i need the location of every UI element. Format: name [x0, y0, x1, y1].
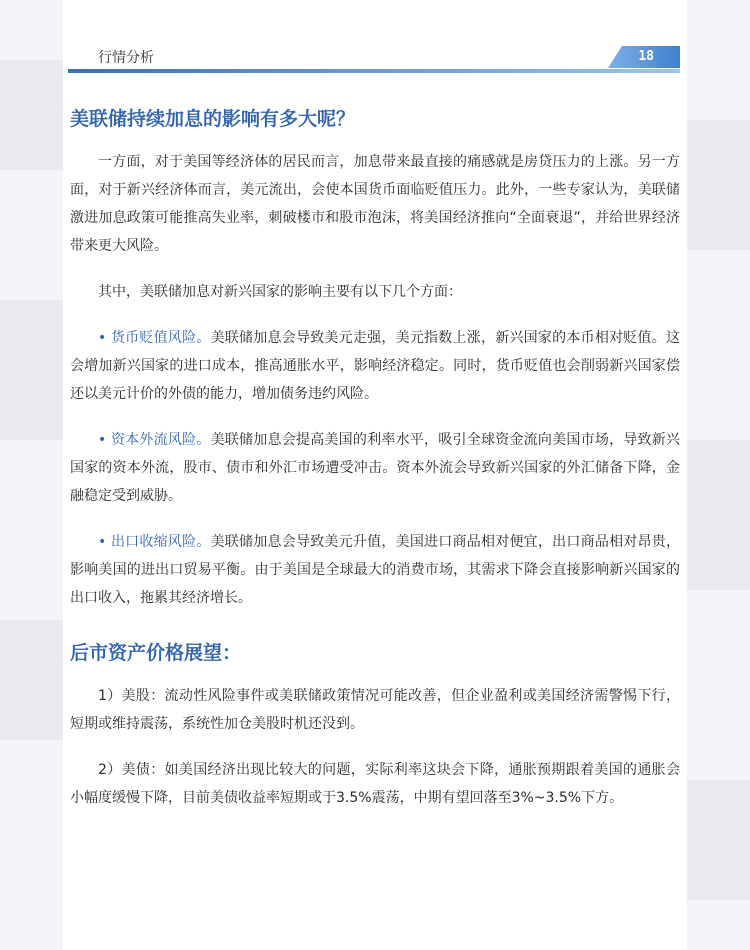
- bullet-item: [70, 426, 680, 510]
- background-tile: [0, 620, 63, 740]
- page-number: 18: [638, 49, 654, 64]
- background-tile: [0, 300, 63, 440]
- bullet-dot: •: [98, 330, 107, 346]
- bullet-dot: •: [98, 534, 107, 550]
- bullet-item: [70, 324, 680, 408]
- background-tile: [687, 780, 750, 900]
- bullet-dot: •: [98, 432, 107, 448]
- paragraph: 一方面，对于美国等经济体的居民而言，加息带来最直接的痛感就是房贷压力的上涨。另一方面，对于新兴经济体而言，美元流出，会使本国货币面临贬值压力。此外，一些专家认为，美联储激进加息政策可能推高失业率，刺破楼市和股市泡沫，将美国经济推向“全面衰退”，并给世界经济带来更大风险。: [70, 154, 680, 254]
- paragraph: 其中，美联储加息对新兴国家的影响主要有以下几个方面：: [98, 284, 462, 300]
- bullet-text: 美联储加息会导致美元升值，美国进口商品相对便宜，出口商品相对昂贵，影响美国的进出口贸易平衡。由于美国是全球最大的消费市场，其需求下降会直接影响新兴国家的出口收入，拖累其经济增长。: [70, 534, 681, 606]
- background-tile: [687, 440, 750, 590]
- bullet-text: 美联储加息会提高美国的利率水平，吸引全球资金流向美国市场，导致新兴国家的资本外流，股市、债市和外汇市场遭受冲击。资本外流会导致新兴国家的外汇储备下降，金融稳定受到威胁。: [70, 432, 681, 504]
- header-title: 行情分析: [98, 50, 154, 66]
- header-divider: [68, 69, 680, 73]
- bullet-item: [70, 528, 680, 612]
- background-tile: [0, 60, 63, 170]
- list-item: 2）美债：如美国经济出现比较大的问题，实际利率这块会下降，通胀预期跟着美国的通胀会小幅度缓慢下降，目前美债收益率短期或于3.5%震荡，中期有望回落至3%~3.5%下方。: [70, 762, 680, 806]
- bullet-term: 出口收缩风险。: [110, 534, 211, 550]
- bullet-text: 美联储加息会导致美元走强，美元指数上涨，新兴国家的本币相对贬值。这会增加新兴国家的进口成本，推高通胀水平，影响经济稳定。同时，货币贬值也会削弱新兴国家偿还以美元计价的外债的能力，增加债务违约风险。: [70, 330, 681, 402]
- section-heading: 后市资产价格展望：: [70, 642, 242, 664]
- background-tile: [687, 120, 750, 250]
- bullet-term: 资本外流风险。: [110, 432, 211, 448]
- section-heading: 美联储持续加息的影响有多大呢？: [70, 108, 356, 130]
- bullet-term: 货币贬值风险。: [110, 330, 211, 346]
- list-item: 1）美股：流动性风险事件或美联储政策情况可能改善，但企业盈利或美国经济需警惕下行，短期或维持震荡，系统性加仓美股时机还没到。: [70, 688, 680, 732]
- page-header: [68, 40, 680, 74]
- article-body: [70, 104, 680, 830]
